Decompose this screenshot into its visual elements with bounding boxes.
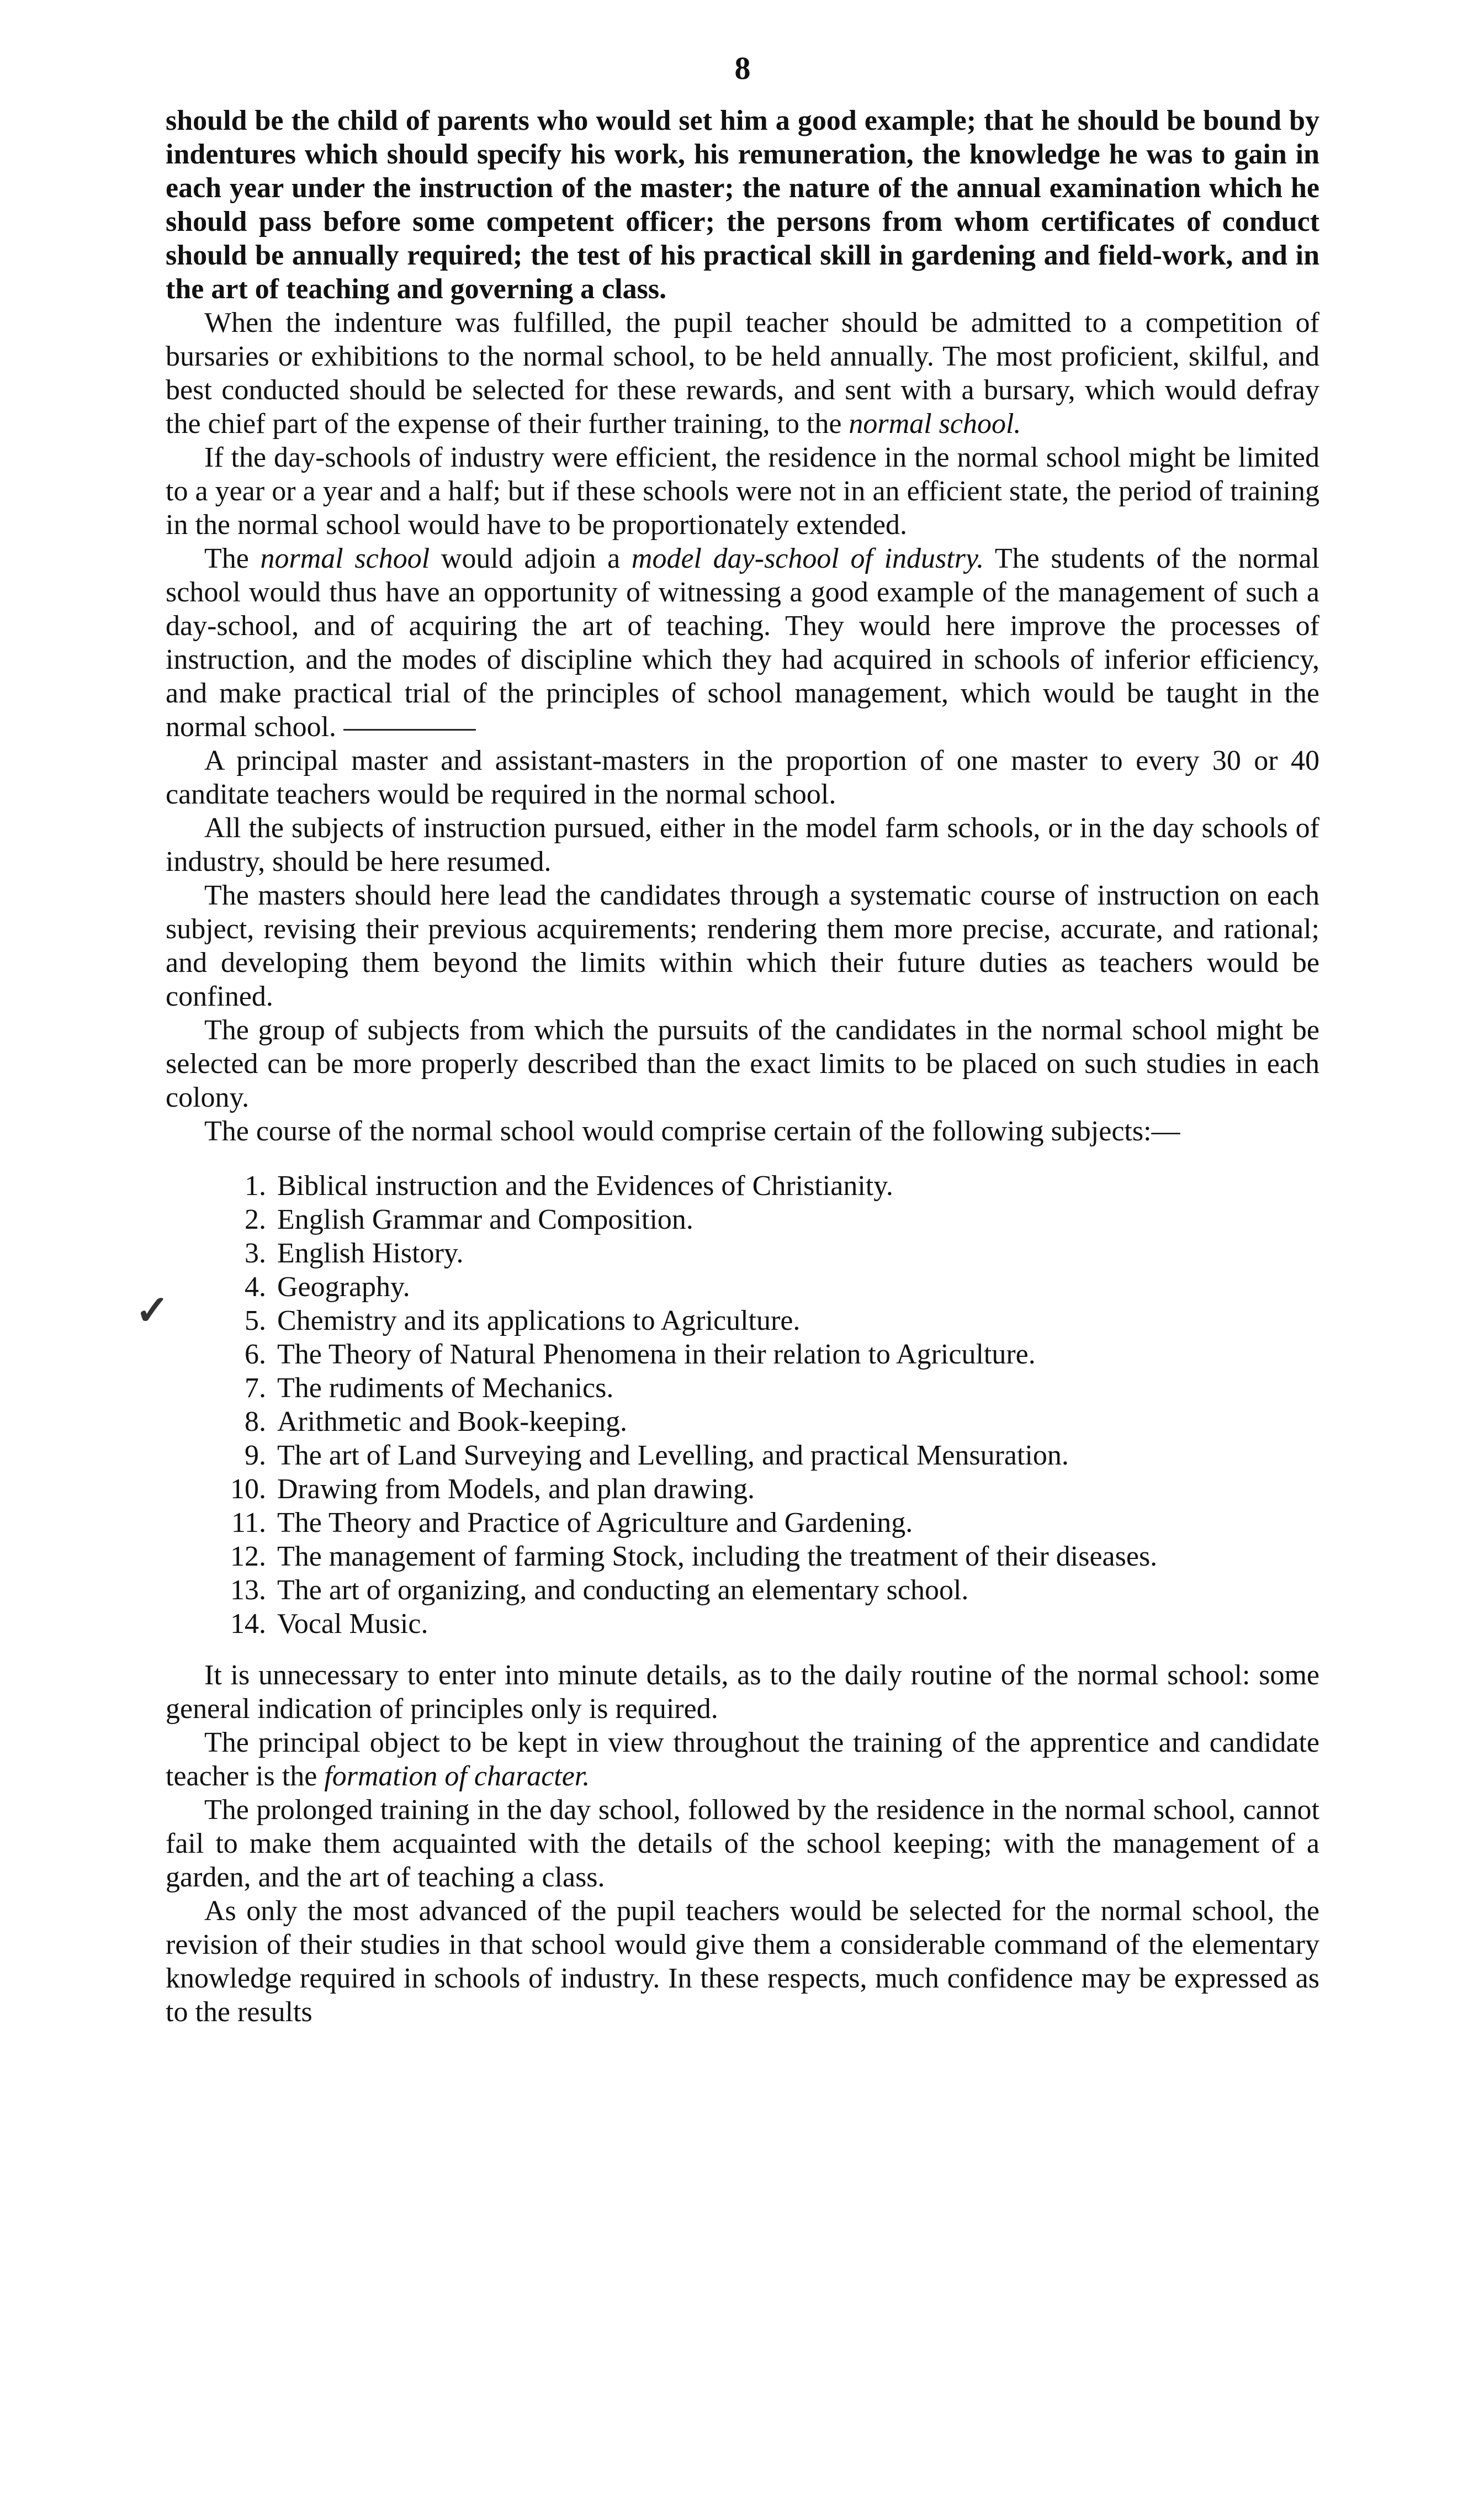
paragraph: If the day-schools of industry were efficient, the residence in the normal school might be limited to a year or a year and a half; but if these schools were not in an efficient state, the period of training in the normal school would have to be proportionately extended. bbox=[166, 442, 1319, 541]
list-item-text: Chemistry and its applications to Agriculture. bbox=[277, 1305, 801, 1336]
list-item bbox=[221, 1439, 1319, 1472]
list-item-text: English History. bbox=[277, 1238, 464, 1269]
list-item-text: Arithmetic and Book-keeping. bbox=[277, 1406, 627, 1437]
paragraph-text: The principal object to be kept in view throughout the training of the apprentice and candidate teacher is the bbox=[166, 1727, 1319, 1792]
list-item-text: English Grammar and Composition. bbox=[277, 1204, 693, 1235]
paragraph-text: The students of the normal school would thus have an opportunity of witnessing a good example of the management of such a day-school, and of acquiring the art of teaching. They would here improve the processes of instruction, and the modes of discipline which they had acquired in schools of inferior efficiency, and make practical trial of the principles of school management, which would be taught in the normal school. bbox=[166, 543, 1320, 743]
paragraph: The course of the normal school would comprise certain of the following subjects:— bbox=[204, 1116, 1180, 1147]
paragraph bbox=[166, 1726, 1319, 1793]
list-item bbox=[221, 1371, 1319, 1405]
paragraph-text: When the indenture was fulfilled, the pupil teacher should be admitted to a competition of bursaries or exhibitions to the normal school, to be held annually. The most proficient, skilful, and best conducted should be selected for these rewards, and sent with a bursary, which would defray the chief part of the expense of their further training, to the bbox=[166, 307, 1319, 440]
list-number: 12. bbox=[230, 1541, 266, 1572]
italic-phrase: formation of character. bbox=[324, 1761, 590, 1792]
page-number: 8 bbox=[734, 50, 751, 86]
list-item-text: Drawing from Models, and plan drawing. bbox=[277, 1473, 755, 1505]
list-item bbox=[221, 1540, 1319, 1573]
list-item-text: The Theory and Practice of Agriculture and Gardening. bbox=[277, 1507, 913, 1539]
list-number: 10. bbox=[230, 1473, 266, 1505]
list-item bbox=[221, 1236, 1319, 1270]
list-number: 1. bbox=[245, 1170, 266, 1202]
list-item-text: The art of organizing, and conducting an elementary school. bbox=[277, 1574, 969, 1606]
margin-annotation-mark: ✓ bbox=[135, 1288, 170, 1334]
list-item bbox=[221, 1169, 1319, 1203]
list-item bbox=[221, 1338, 1319, 1371]
list-item-text: Vocal Music. bbox=[277, 1608, 428, 1640]
paragraph: As only the most advanced of the pupil teachers would be selected for the normal school, the revision of their studies in that school would give them a considerable command of the elementary knowledge required in schools of industry. In these respects, much confidence may be expressed as to the results bbox=[166, 1895, 1319, 2028]
list-number: 3. bbox=[245, 1238, 266, 1269]
list-number: 9. bbox=[245, 1440, 266, 1471]
list-number: 13. bbox=[230, 1574, 266, 1606]
list-item bbox=[221, 1607, 1319, 1641]
subject-list bbox=[166, 1169, 1319, 1641]
list-item-text: Geography. bbox=[277, 1271, 410, 1303]
list-item bbox=[221, 1304, 1319, 1338]
list-number: 14. bbox=[230, 1608, 266, 1640]
italic-phrase: normal school bbox=[260, 543, 430, 574]
paragraph: should be the child of parents who would set him a good example; that he should be bound by indentures which should specify his work, his remuneration, the knowledge he was to gain in each year under the instruction of the master; the nature of the annual examination which he should pass before some competent officer; the persons from whom certificates of conduct should be annually required; the test of his practical skill in gardening and field-work, and in the art of teaching and governing a class. bbox=[166, 105, 1319, 305]
list-number: 4. bbox=[245, 1271, 266, 1303]
paragraph-text: would adjoin a bbox=[430, 543, 632, 574]
list-number: 2. bbox=[245, 1204, 266, 1235]
list-item bbox=[221, 1472, 1319, 1506]
list-item-text: Biblical instruction and the Evidences of Christianity. bbox=[277, 1170, 893, 1202]
paragraph: The group of subjects from which the pursuits of the candidates in the normal school might be selected can be more properly described than the exact limits to be placed on such studies in each colony. bbox=[166, 1014, 1319, 1113]
list-item bbox=[221, 1270, 1319, 1304]
list-number: 5. bbox=[245, 1305, 266, 1336]
italic-phrase: normal school. bbox=[849, 408, 1021, 440]
paragraph: It is unnecessary to enter into minute details, as to the daily routine of the normal school: some general indication of principles only is required. bbox=[166, 1659, 1319, 1725]
paragraph: The prolonged training in the day school, followed by the residence in the normal school, cannot fail to make them acquainted with the details of the school keeping; with the management of a garden, and the art of teaching a class. bbox=[166, 1794, 1319, 1893]
list-item bbox=[221, 1405, 1319, 1439]
list-item-text: The art of Land Surveying and Levelling, and practical Mensuration. bbox=[277, 1440, 1069, 1471]
list-item-text: The management of farming Stock, including the treatment of their diseases. bbox=[277, 1541, 1158, 1572]
list-number: 6. bbox=[245, 1339, 266, 1370]
body-text bbox=[166, 104, 1319, 2029]
list-item bbox=[221, 1203, 1319, 1236]
paragraph: All the subjects of instruction pursued, either in the model farm schools, or in the day schools of industry, should be here resumed. bbox=[166, 812, 1319, 878]
list-number: 8. bbox=[245, 1406, 266, 1437]
paragraph bbox=[166, 542, 1319, 744]
list-number: 7. bbox=[245, 1372, 266, 1404]
paragraph bbox=[166, 306, 1319, 441]
italic-phrase: model day-school of industry. bbox=[631, 543, 984, 574]
list-number: 11. bbox=[231, 1507, 266, 1539]
paragraph: A principal master and assistant-masters in the proportion of one master to every 30 or 40 canditate teachers would be required in the normal school. bbox=[166, 745, 1319, 810]
paragraph: The masters should here lead the candidates through a systematic course of instruction on each subject, revising their previous acquirements; rendering them more precise, accurate, and rational; and developing them beyond the limits within which their future duties as teachers would be confined. bbox=[166, 880, 1319, 1012]
list-item bbox=[221, 1573, 1319, 1607]
list-item-text: The rudiments of Mechanics. bbox=[277, 1372, 614, 1404]
horizontal-rule bbox=[343, 729, 476, 731]
list-item bbox=[221, 1506, 1319, 1540]
list-item-text: The Theory of Natural Phenomena in their relation to Agriculture. bbox=[277, 1339, 1036, 1370]
paragraph-text: The bbox=[204, 543, 261, 574]
